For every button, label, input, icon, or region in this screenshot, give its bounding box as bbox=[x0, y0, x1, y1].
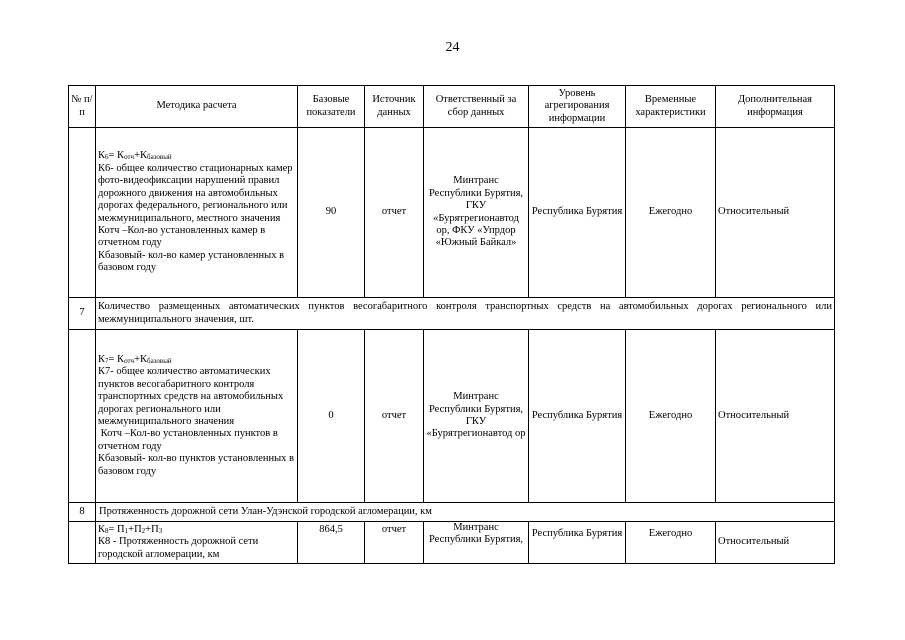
row7-line-2: Котч –Кол-во установленных пунктов в отчетном году bbox=[98, 428, 281, 452]
row7-line-1: К7- общее количество автоматических пунктов весогабаритного контроля транспортных средств на автомобильных дорогах регионального или межмуниципального значения bbox=[98, 366, 284, 427]
row7-line-3: Кбазовый- кол-во пунктов установленных в базовом году bbox=[98, 453, 295, 477]
row8-source: отчет bbox=[365, 522, 424, 564]
row6-line-2: Котч –Кол-во установленных камер в отчетном году bbox=[98, 224, 266, 249]
row6-line-3: Кбазовый- кол-во камер установленных в базовом году bbox=[98, 249, 285, 274]
header-base: Базовые показатели bbox=[298, 86, 365, 128]
row8-base: 864,5 bbox=[298, 522, 365, 564]
row7-base: 0 bbox=[298, 330, 365, 503]
row6-source: отчет bbox=[365, 128, 424, 298]
row6-additional: Относительный bbox=[716, 128, 835, 298]
indicators-table bbox=[68, 85, 835, 564]
section-row-7 bbox=[69, 298, 835, 330]
page-number: 24 bbox=[445, 40, 460, 55]
table-row-7 bbox=[69, 330, 835, 503]
table-header-row bbox=[69, 86, 835, 128]
row8-time: Ежегодно bbox=[626, 522, 716, 564]
header-source: Источник данных bbox=[365, 86, 424, 128]
row8-level: Республика Бурятия bbox=[529, 522, 626, 564]
row7-responsible: Минтранс Республики Бурятия, ГКУ «Бурятрегионавтод ор bbox=[424, 330, 529, 503]
row8-num-cell bbox=[69, 522, 96, 564]
row6-time: Ежегодно bbox=[626, 128, 716, 298]
row8-formula: $К_8= П_1+П_2+П_3$ bbox=[98, 523, 163, 535]
section8-num: 8 bbox=[69, 503, 96, 522]
section7-num: 7 bbox=[69, 298, 96, 330]
row8-method-cell bbox=[96, 522, 298, 564]
row7-formula: $К_7= К_{отч}+К_{базовый}$ bbox=[98, 353, 172, 365]
table-row-8 bbox=[69, 522, 835, 564]
row7-method-cell bbox=[96, 330, 298, 503]
row8-responsible: Минтранс Республики Бурятия, bbox=[424, 522, 529, 564]
row6-num-cell bbox=[69, 128, 96, 298]
table-row-6 bbox=[69, 128, 835, 298]
header-method: Методика расчета bbox=[96, 86, 298, 128]
row7-time: Ежегодно bbox=[626, 330, 716, 503]
row6-formula: $К_6= К_{отч}+К_{базовый}$ bbox=[98, 150, 172, 162]
header-time: Временные характеристики bbox=[626, 86, 716, 128]
header-num: № п/п bbox=[69, 86, 96, 128]
row6-line-1: К6- общее количество стационарных камер фото-видеофиксации нарушений правил дорожного движения на автомобильных дорогах федерального, регионального или межмуниципального, местного значения bbox=[98, 162, 293, 224]
section8-title: Протяженность дорожной сети Улан-Удэнской городской агломерации, км bbox=[96, 503, 835, 522]
row6-level: Республика Бурятия bbox=[529, 128, 626, 298]
row6-method-cell bbox=[96, 128, 298, 298]
header-additional: Дополнительная информация bbox=[716, 86, 835, 128]
row7-additional: Относительный bbox=[716, 330, 835, 503]
row7-num-cell bbox=[69, 330, 96, 503]
row7-source: отчет bbox=[365, 330, 424, 503]
row8-line-1: К8 - Протяженность дорожной сети городской агломерации, км bbox=[98, 536, 259, 560]
section-row-8 bbox=[69, 503, 835, 522]
section7-title: Количество размещенных автоматических пунктов весогабаритного контроля транспортных средств на автомобильных дорогах регионального или межмуниципального значения, шт. bbox=[96, 298, 835, 330]
row6-base: 90 bbox=[298, 128, 365, 298]
row7-level: Республика Бурятия bbox=[529, 330, 626, 503]
header-responsible: Ответственный за сбор данных bbox=[424, 86, 529, 128]
header-level: Уровень агрегирования информации bbox=[529, 86, 626, 128]
row8-additional: Относительный bbox=[716, 522, 835, 564]
row6-responsible: Минтранс Республики Бурятия, ГКУ «Бурятрегионавтод ор, ФКУ «Упрдор «Южный Байкал» bbox=[424, 128, 529, 298]
